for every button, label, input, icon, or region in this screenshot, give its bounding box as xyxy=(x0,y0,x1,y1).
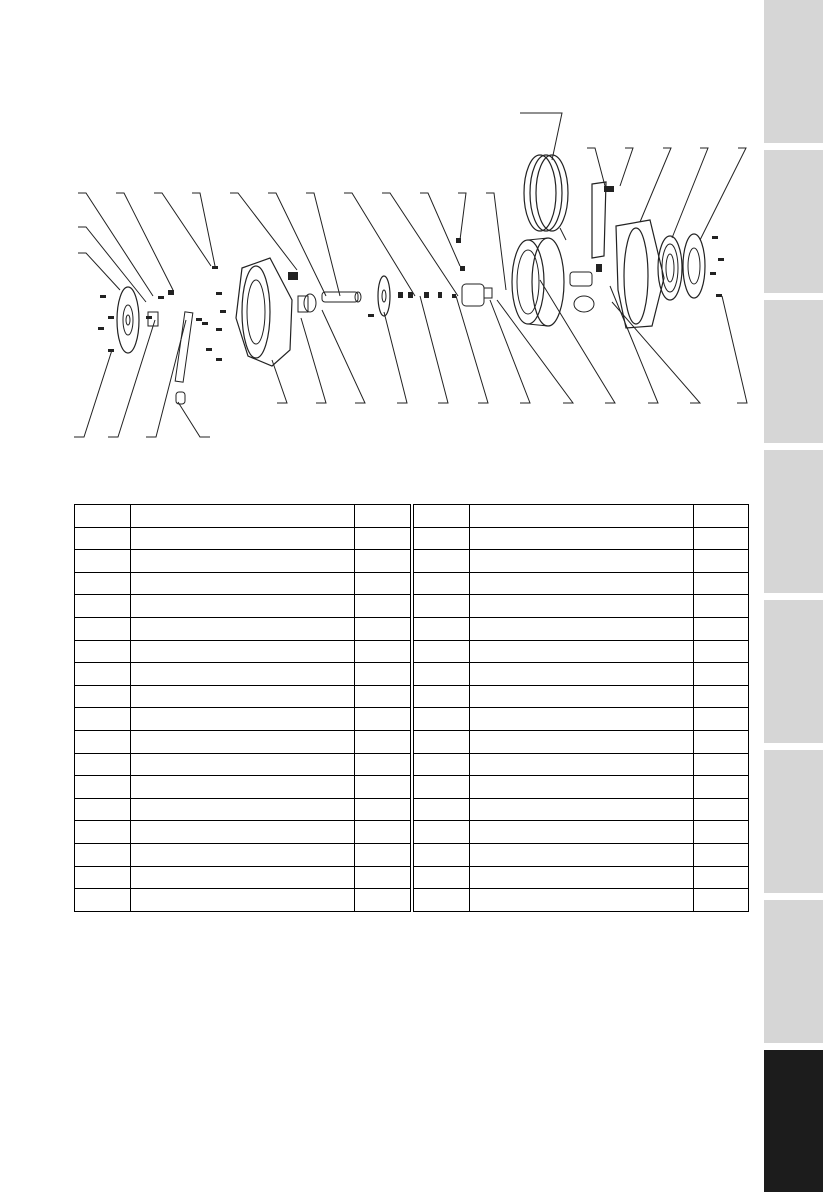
table-header-cell xyxy=(75,505,131,528)
table-cell xyxy=(355,527,411,550)
table-row xyxy=(75,843,411,866)
table-cell xyxy=(75,550,131,573)
table-row xyxy=(75,572,411,595)
table-row xyxy=(75,617,411,640)
table-cell xyxy=(470,889,694,912)
table-cell xyxy=(470,776,694,799)
table-row xyxy=(414,843,749,866)
table-cell xyxy=(414,572,470,595)
table-cell xyxy=(131,595,355,618)
part-spring-disc xyxy=(378,276,390,316)
part-end-cover xyxy=(683,234,705,298)
table-header-cell xyxy=(694,505,749,528)
table-cell xyxy=(75,527,131,550)
table-cell xyxy=(355,685,411,708)
parts-table-right xyxy=(413,504,749,912)
table-row xyxy=(75,708,411,731)
table-cell xyxy=(470,550,694,573)
table-cell xyxy=(131,730,355,753)
section-tab xyxy=(764,600,823,743)
table-cell xyxy=(355,640,411,663)
table-cell xyxy=(470,866,694,889)
table-cell xyxy=(694,617,749,640)
table-row xyxy=(414,798,749,821)
table-cell xyxy=(75,753,131,776)
table-row xyxy=(414,866,749,889)
table-row xyxy=(414,505,749,528)
section-tab xyxy=(764,450,823,593)
table-row xyxy=(75,753,411,776)
table-cell xyxy=(470,617,694,640)
table-header-cell xyxy=(414,505,470,528)
section-tab xyxy=(764,300,823,443)
table-row xyxy=(75,730,411,753)
table-cell xyxy=(414,685,470,708)
table-cell xyxy=(414,640,470,663)
table-cell xyxy=(75,776,131,799)
table-cell xyxy=(75,685,131,708)
table-cell xyxy=(694,550,749,573)
part-screws-right xyxy=(710,236,724,297)
section-tab xyxy=(764,0,823,143)
table-header-cell xyxy=(470,505,694,528)
table-cell xyxy=(355,572,411,595)
table-cell xyxy=(470,640,694,663)
table-cell xyxy=(355,663,411,686)
table-cell xyxy=(694,685,749,708)
table-cell xyxy=(75,640,131,663)
table-cell xyxy=(470,527,694,550)
table-cell xyxy=(75,595,131,618)
table-cell xyxy=(470,753,694,776)
table-header-cell xyxy=(131,505,355,528)
table-cell xyxy=(694,640,749,663)
table-row xyxy=(414,617,749,640)
table-cell xyxy=(131,708,355,731)
table-cell xyxy=(75,730,131,753)
table-cell xyxy=(470,730,694,753)
table-cell xyxy=(694,889,749,912)
part-drum xyxy=(512,238,564,326)
table-cell xyxy=(694,866,749,889)
part-spiral-spring xyxy=(658,236,682,300)
table-cell xyxy=(75,821,131,844)
table-cell xyxy=(694,821,749,844)
table-cell xyxy=(470,595,694,618)
section-tab xyxy=(764,150,823,293)
part-swivel-joint xyxy=(462,284,492,306)
part-mounting-plate xyxy=(117,287,139,353)
table-cell xyxy=(414,776,470,799)
table-cell xyxy=(470,663,694,686)
table-cell xyxy=(355,595,411,618)
table-row xyxy=(414,572,749,595)
table-row xyxy=(414,889,749,912)
table-row xyxy=(75,663,411,686)
table-row xyxy=(414,527,749,550)
table-row xyxy=(414,685,749,708)
table-cell xyxy=(414,753,470,776)
part-front-housing xyxy=(236,258,298,366)
table-row xyxy=(414,550,749,573)
table-cell xyxy=(414,889,470,912)
table-row xyxy=(414,708,749,731)
table-cell xyxy=(694,730,749,753)
table-cell xyxy=(75,663,131,686)
table-cell xyxy=(75,866,131,889)
table-cell xyxy=(470,685,694,708)
leader-lines-top xyxy=(78,113,746,302)
table-cell xyxy=(355,843,411,866)
table-cell xyxy=(355,617,411,640)
table-cell xyxy=(414,843,470,866)
part-bracket xyxy=(592,182,614,258)
table-cell xyxy=(75,617,131,640)
table-cell xyxy=(75,572,131,595)
table-row xyxy=(75,505,411,528)
table-cell xyxy=(414,821,470,844)
table-cell xyxy=(694,776,749,799)
table-cell xyxy=(355,550,411,573)
table-cell xyxy=(355,753,411,776)
table-row xyxy=(75,595,411,618)
table-cell xyxy=(355,821,411,844)
table-cell xyxy=(694,527,749,550)
table-cell xyxy=(131,663,355,686)
table-cell xyxy=(414,527,470,550)
table-cell xyxy=(75,798,131,821)
table-cell xyxy=(694,753,749,776)
table-cell xyxy=(131,798,355,821)
table-cell xyxy=(75,889,131,912)
section-tab-active xyxy=(764,1050,823,1192)
table-row xyxy=(75,527,411,550)
part-small-fittings xyxy=(368,238,465,317)
table-cell xyxy=(694,708,749,731)
table-cell xyxy=(414,866,470,889)
table-row xyxy=(75,550,411,573)
table-cell xyxy=(131,753,355,776)
table-row xyxy=(414,663,749,686)
table-cell xyxy=(355,776,411,799)
table-row xyxy=(414,821,749,844)
table-cell xyxy=(355,798,411,821)
table-cell xyxy=(414,730,470,753)
table-cell xyxy=(75,843,131,866)
table-row xyxy=(75,685,411,708)
table-cell xyxy=(414,617,470,640)
table-row xyxy=(75,640,411,663)
table-cell xyxy=(470,821,694,844)
table-row xyxy=(414,776,749,799)
table-cell xyxy=(355,730,411,753)
table-cell xyxy=(131,866,355,889)
table-cell xyxy=(355,889,411,912)
table-row xyxy=(414,730,749,753)
table-cell xyxy=(694,595,749,618)
table-cell xyxy=(131,821,355,844)
table-cell xyxy=(694,843,749,866)
table-cell xyxy=(131,685,355,708)
table-row xyxy=(75,821,411,844)
table-row xyxy=(75,776,411,799)
table-cell xyxy=(131,776,355,799)
table-cell xyxy=(131,617,355,640)
table-cell xyxy=(355,708,411,731)
section-tabs xyxy=(764,0,823,1192)
table-cell xyxy=(131,640,355,663)
table-cell xyxy=(131,843,355,866)
section-tab xyxy=(764,750,823,893)
table-cell xyxy=(414,798,470,821)
table-cell xyxy=(414,663,470,686)
table-cell xyxy=(75,708,131,731)
part-hose-coil xyxy=(524,155,568,240)
table-header-cell xyxy=(355,505,411,528)
part-rear-housing xyxy=(616,220,664,328)
table-cell xyxy=(131,889,355,912)
table-cell xyxy=(355,866,411,889)
table-cell xyxy=(470,843,694,866)
table-cell xyxy=(414,708,470,731)
table-row xyxy=(414,753,749,776)
table-cell xyxy=(694,798,749,821)
table-cell xyxy=(131,527,355,550)
table-cell xyxy=(470,572,694,595)
table-row xyxy=(414,640,749,663)
exploded-parts-diagram xyxy=(0,0,764,470)
table-row xyxy=(75,866,411,889)
parts-table-left xyxy=(74,504,411,912)
part-hub-assembly xyxy=(298,292,361,312)
table-cell xyxy=(414,595,470,618)
table-cell xyxy=(131,572,355,595)
part-hose-guide xyxy=(148,312,193,404)
table-cell xyxy=(694,572,749,595)
section-tab xyxy=(764,900,823,1043)
table-row xyxy=(75,798,411,821)
part-axle xyxy=(570,264,602,312)
table-cell xyxy=(414,550,470,573)
table-cell xyxy=(131,550,355,573)
table-row xyxy=(75,889,411,912)
table-cell xyxy=(470,708,694,731)
table-cell xyxy=(694,663,749,686)
table-cell xyxy=(470,798,694,821)
table-row xyxy=(414,595,749,618)
